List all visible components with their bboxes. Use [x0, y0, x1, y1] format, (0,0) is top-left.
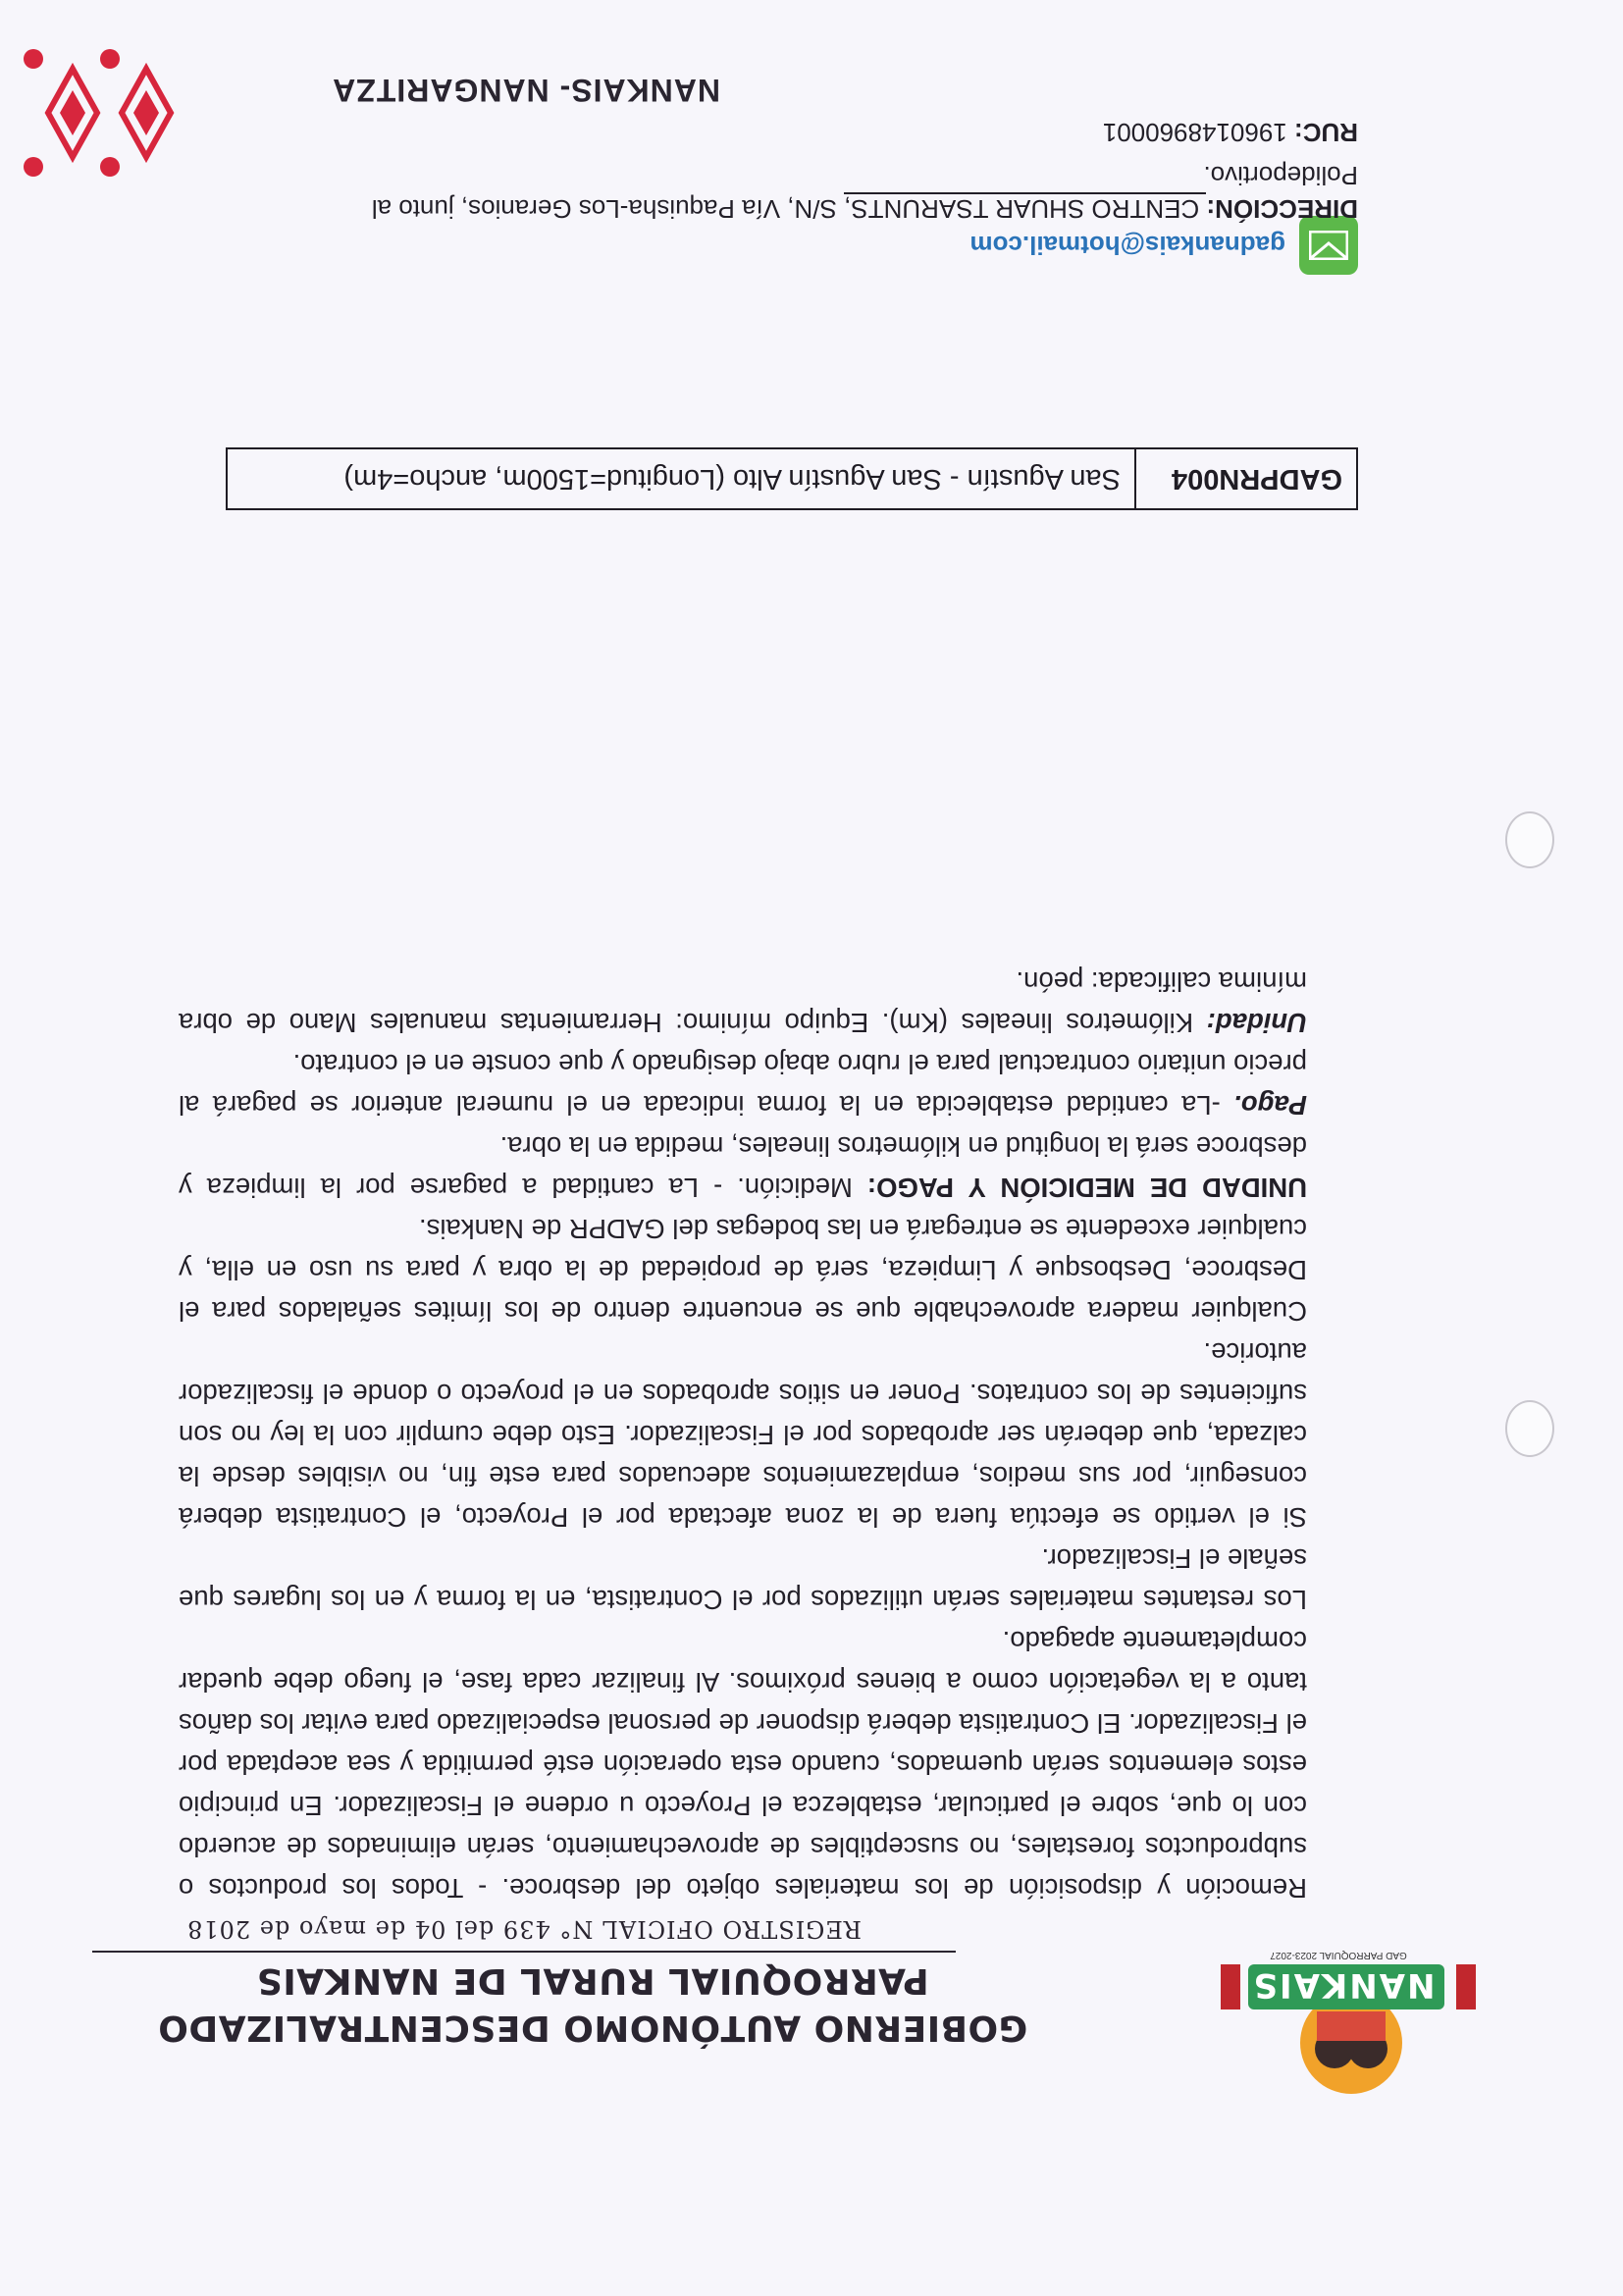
paragraph-dumping: Si el vertido se efectúa fuera de la zona afectada por el Proyecto, el Contratista deberá conseguir, por sus medios, emplazamientos adecuados para este fin, no visibles desde la calzada, que deberán ser aprobados por el Fiscalizador. Esto debe cumplir con la ley no son suficientes de los contratos. Poner en sitios aprobados en el proyecto o donde el fiscalizador autorice.: [179, 1337, 1307, 1533]
paragraph-unit: [179, 961, 1307, 1043]
footer-brand: NANKAIS- NANGARITZA: [332, 73, 720, 108]
unit-text: Kilómetros lineales (Km). Equipo mínimo: Herramientas manuales Mano de obra mínima calificada: peón.: [179, 966, 1307, 1038]
item-table: [226, 447, 1358, 510]
address-label: DIRECCIÓN:: [1206, 194, 1358, 224]
registro-oficial: REGISTRO OFICIAL N° 439 del 04 de mayo de 2018: [186, 1915, 862, 1943]
measurement-text: Medición. - La cantidad a pagarse por la limpieza y desbroce será la longitud en kilómetros lineales, medida en la obra.: [179, 1131, 1307, 1203]
header-rule: [92, 1951, 956, 1953]
footer-address: [328, 159, 1358, 226]
footer-ruc: [1103, 117, 1358, 147]
org-line-1: GOBIERNO AUTÓNOMO DESCENTRALIZADO: [157, 2008, 1028, 2048]
ruc-value: 1960148960001: [1102, 118, 1294, 147]
paragraph-payment: [179, 1043, 1307, 1125]
email-link[interactable]: gadnankais@hotmail.com: [969, 231, 1285, 261]
ruc-label: RUC:: [1294, 118, 1358, 147]
payment-label: Pago.: [1233, 1090, 1307, 1121]
logo-subtitle: GAD PARROQUIAL 2023-2027: [1270, 1950, 1407, 1960]
unit-label: Unidad:: [1206, 1008, 1307, 1038]
address-underlined: CENTRO SHUAR TSARUNTS,: [844, 194, 1207, 224]
org-line-2: PARROQUIAL RURAL DE NANKAIS: [256, 1960, 929, 2001]
paragraph-measurement: [179, 1125, 1307, 1208]
org-title: [112, 1957, 1073, 2051]
paragraph-removal: Remoción y disposición de los materiales objeto del desbroce. - Todos los productos o subproductos forestales, no susceptibles de aprovechamiento, serán eliminados de acuerdo con lo que, sobre el particular, establezca el Proyecto u ordene el Fiscalizador. En principio estos elementos serán quemados, cuando esta operación esté permitida y sea aceptada por el Fiscalizador. El Contratista deberá disponer de personal especializado para evitar los daños tanto a la vegetación como a bienes próximos. Al finalizar cada fase, el fuego debe quedar completamente apagado.: [179, 1626, 1307, 1904]
diamond-ornament-icon: [19, 39, 190, 186]
item-description: San Agustín - San Agustín Alto (Longitud=1500m, ancho=4m): [343, 463, 1121, 496]
punch-hole: [1505, 1400, 1554, 1457]
address-rest: S/N, Vía Paquisha-Los Geranios, junto al Polideportivo.: [371, 161, 1358, 224]
document-body: [179, 961, 1307, 1908]
paragraph-remaining-materials: Los restantes materiales serán utilizados por el Contratista, en la forma y en los lugares que señale el Fiscalizador.: [179, 1543, 1307, 1615]
measurement-label: UNIDAD DE MEDICIÓN Y PAGO:: [866, 1173, 1307, 1203]
item-code: GADPRN004: [1134, 449, 1356, 508]
paragraph-wood: Cualquier madera aprovechable que se encuentre dentro de los límites señalados para el Desbroce, Desbosque y Limpieza, será de propiedad de la obra y para su uso en ella, y cualquier excedente se entregará en las bodegas del GADPR de Nankais.: [179, 1214, 1307, 1327]
logo-word: NANKAIS: [1251, 1965, 1436, 2005]
punch-hole: [1505, 811, 1554, 868]
payment-text: -La cantidad establecida en la forma indicada en el numeral anterior se pagará al precio unitario contractual para el rubro abajo designado y que conste en el contrato.: [179, 1049, 1307, 1121]
